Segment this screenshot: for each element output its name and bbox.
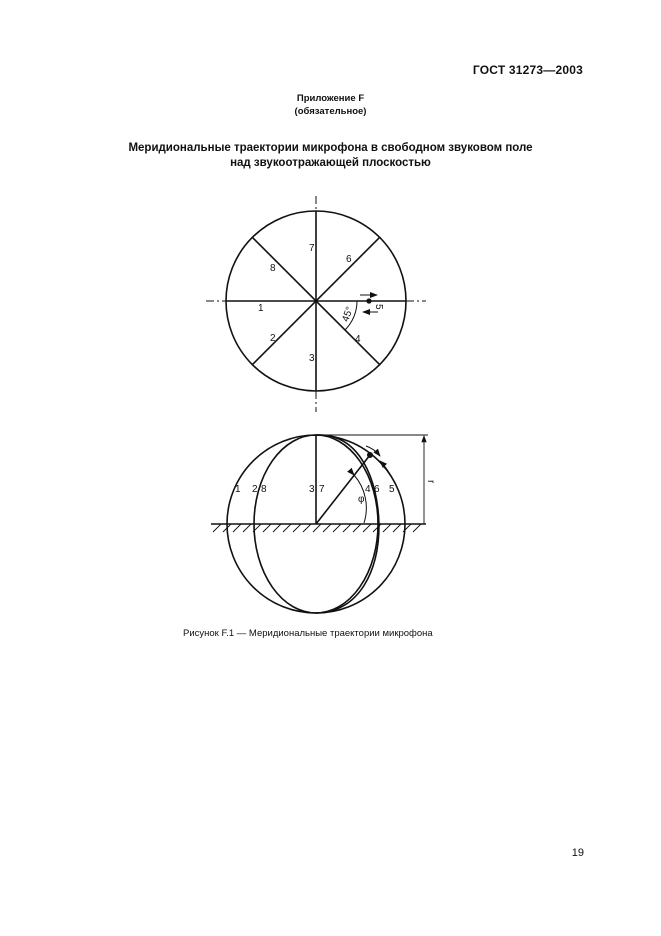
side-view-diagram [211, 435, 428, 613]
microphone-dot-side [367, 452, 373, 458]
top-view-diagram [206, 196, 426, 412]
appendix-status: (обязательное) [294, 106, 367, 117]
side-label-7: 7 [319, 484, 325, 495]
side-label-8: 8 [261, 484, 267, 495]
label-3: 3 [309, 353, 315, 364]
section-title-line2: над звукоотражающей плоскостью [230, 157, 431, 169]
appendix-title: Приложение F [296, 93, 365, 104]
label-2: 2 [270, 333, 276, 344]
plane-hatching [213, 524, 421, 532]
label-7: 7 [309, 243, 315, 254]
phi-label: φ [358, 494, 365, 505]
microphone-dot [366, 298, 371, 303]
standard-code: ГОСТ 31273—2003 [472, 63, 583, 77]
label-5: 5 [373, 304, 384, 310]
side-label-5: 5 [389, 484, 395, 495]
side-label-2: 2 [252, 484, 258, 495]
side-label-1: 1 [235, 484, 241, 495]
section-title-line1: Меридиональные траектории микрофона в свободном звуковом поле [128, 142, 533, 154]
page-number: 19 [571, 847, 584, 859]
label-4: 4 [355, 334, 361, 345]
radius-label: r [425, 480, 436, 484]
side-label-3: 3 [309, 484, 315, 495]
side-label-4: 4 [365, 484, 371, 495]
label-1: 1 [258, 303, 264, 314]
label-8: 8 [270, 263, 276, 274]
side-view-labels [235, 480, 436, 505]
side-label-6: 6 [374, 484, 380, 495]
label-6: 6 [346, 254, 352, 265]
figure-caption: Рисунок F.1 — Меридиональные траектории микрофона [183, 628, 433, 639]
angle-45-label: 45° [340, 305, 356, 324]
